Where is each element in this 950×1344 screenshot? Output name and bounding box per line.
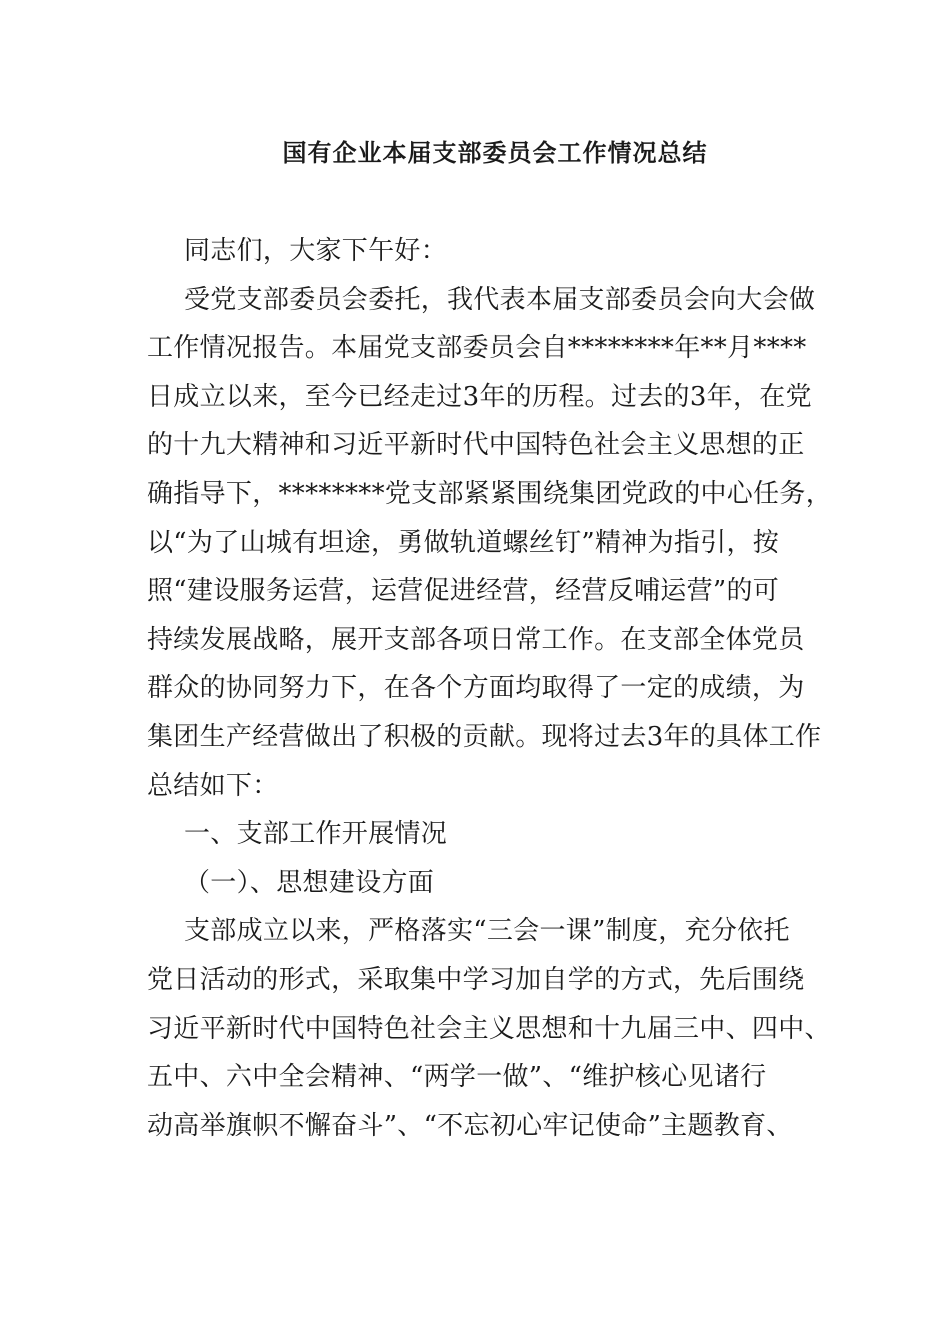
paragraph-line: 受党支部委员会委托，我代表本届支部委员会向大会做 xyxy=(184,284,816,315)
paragraph-line: 以“为了山城有坦途，勇做轨道螺丝钉”精神为指引，按 xyxy=(147,527,780,558)
subsection-heading: （一）、思想建设方面 xyxy=(184,867,435,898)
paragraph-line: 工作情况报告。本届党支部委员会自********年**月**** xyxy=(147,333,807,364)
paragraph-line: 持续发展战略，展开支部各项日常工作。在支部全体党员 xyxy=(147,624,805,655)
paragraph-line: 群众的协同努力下，在各个方面均取得了一定的成绩，为 xyxy=(147,673,805,704)
paragraph-line: 动高举旗帜不懈奋斗”、“不忘初心牢记使命”主题教育、 xyxy=(147,1110,793,1141)
paragraph-line: 同志们，大家下午好： xyxy=(184,236,448,266)
section-heading: 一、支部工作开展情况 xyxy=(184,819,448,850)
paragraph-line: 党日活动的形式，采取集中学习加自学的方式，先后围绕 xyxy=(147,964,805,995)
paragraph-line: 总结如下： xyxy=(147,770,279,801)
paragraph-line: 支部成立以来，严格落实“三会一课”制度，充分依托 xyxy=(184,916,790,947)
paragraph-line: 五中、六中全会精神、“两学一做”、“维护核心见诸行 xyxy=(147,1062,767,1093)
paragraph-line: 的十九大精神和习近平新时代中国特色社会主义思想的正 xyxy=(147,430,805,461)
document-body xyxy=(147,227,867,1150)
paragraph-line: 确指导下，********党支部紧紧围绕集团党政的中心任务， xyxy=(147,478,833,509)
paragraph-line: 照“建设服务运营，运营促进经营，经营反哺运营”的可 xyxy=(147,576,780,607)
paragraph-line: 集团生产经营做出了积极的贡献。现将过去3年的具体工作 xyxy=(147,721,822,752)
document-title: 国有企业本届支部委员会工作情况总结 xyxy=(282,138,708,167)
paragraph-line: 习近平新时代中国特色社会主义思想和十九届三中、四中、 xyxy=(147,1013,831,1044)
paragraph-line: 日成立以来，至今已经走过3年的历程。过去的3年，在党 xyxy=(147,381,812,412)
